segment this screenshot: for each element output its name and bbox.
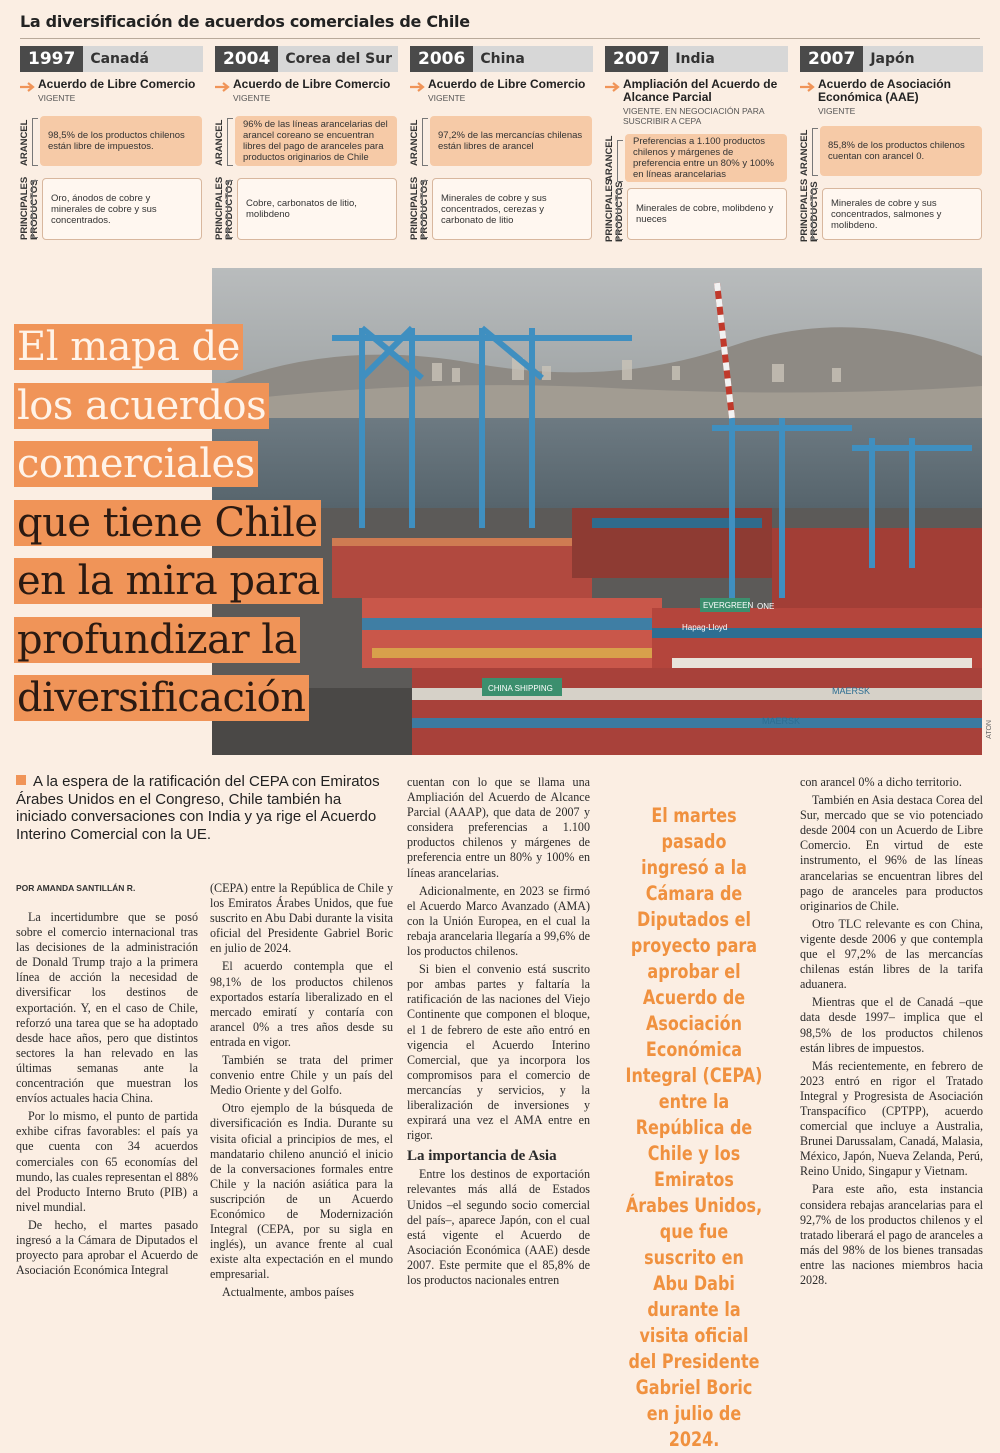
lead-paragraph: A la espera de la ratificación del CEPA con Emiratos Árabes Unidos en el Congreso, Chile también ha iniciado conversaciones con India y ya rige el Acuerdo Interino Comercial con la UE. <box>16 773 380 843</box>
productos-label: PRINCIPALES PRODUCTOS <box>799 178 820 242</box>
paragraph: También se trata del primer convenio entre Chile y un país del Medio Oriente y del Golfo. <box>210 1053 393 1098</box>
year-badge: 2007 <box>605 46 668 72</box>
year-header <box>605 46 788 72</box>
paragraph: Otro TLC relevante es con China, vigente desde 2006 y que contempla que el 97,2% de las mercancías chilenas están libres de la tarifa aduanera. <box>800 916 983 992</box>
paragraph: Más recientemente, en febrero de 2023 entró en rigor el Tratado Integral y Progresista de Asociación Transpacífico (CPTPP), acuerdo comercial que incluye a Australia, Brunei Darussalam, Canadá, Malasia, México, Japón, Nueva Zelanda, Perú, Reino Unido, Singapur y Vietnam. <box>800 1058 983 1179</box>
agreement-status: VIGENTE <box>233 93 271 103</box>
paragraph: Por lo mismo, el punto de partida exhibe cifras favorables: el país ya que cuenta con 34 acuerdos comerciales con 65 economías del mundo, las cuales representan el 88% del Producto Interno Bruto (PIB) a nivel mundial. <box>16 1109 199 1214</box>
productos-box: Minerales de cobre, molibdeno y nueces <box>627 188 787 240</box>
agreements-infographic <box>20 46 986 246</box>
arancel-label: ARANCEL <box>214 119 225 167</box>
bracket <box>812 188 818 240</box>
headline <box>14 318 399 728</box>
bracket <box>227 118 233 166</box>
bracket <box>812 128 818 176</box>
headline-line: en la mira para <box>14 558 323 604</box>
year-header <box>410 46 593 72</box>
arancel-box: Preferencias a 1.100 productos chilenos y márgenes de preferencia entre un 80% y 100% en líneas arancelarias <box>625 134 787 182</box>
country-name: Japón <box>870 51 915 67</box>
productos-label: PRINCIPALES PRODUCTOS <box>604 178 625 242</box>
year-header <box>215 46 398 72</box>
arancel-label: ARANCEL <box>409 119 420 167</box>
agreement-status: VIGENTE <box>818 106 856 116</box>
year-badge: 2006 <box>410 46 473 72</box>
paragraph: Adicionalmente, en 2023 se firmó el Acuerdo Marco Avanzado (AMA) con la Unión Europea, en el cual la rebaja arancelaria llegaría a 99,6% de los productos chilenos. <box>407 883 590 959</box>
bracket <box>617 188 623 240</box>
paragraph: Para este año, esta instancia considera rebajas arancelarias para el 92,7% de los productos chilenos y el tratado liberará el pago de aranceles a más del 98% de los bienes transadas entre las naciones miembros hacia 2028. <box>800 1182 983 1287</box>
paragraph: De hecho, el martes pasado ingresó a la Cámara de Diputados el proyecto para aprobar el Acuerdo de Asociación Económica Integral <box>16 1217 198 1278</box>
paragraph: El acuerdo contempla que el 98,1% de los productos chilenos exportados estaría liberalizado en el mercado emiratí y contaría con arancel 0% a tres años desde su entrada en vigor. <box>210 959 393 1049</box>
arancel-label: ARANCEL <box>19 119 30 167</box>
agreement-card-china <box>410 46 593 246</box>
brand-label: ONE <box>757 602 775 611</box>
square-bullet-icon <box>16 775 26 785</box>
agreement <box>410 78 593 103</box>
productos-label: PRINCIPALES PRODUCTOS <box>214 176 235 240</box>
agreement-card-canada <box>20 46 203 246</box>
headline-line: diversificación <box>14 675 309 721</box>
year-badge: 1997 <box>20 46 83 72</box>
productos-label: PRINCIPALES PRODUCTOS <box>19 176 40 240</box>
bracket <box>32 118 38 166</box>
year-header <box>800 46 983 72</box>
paragraph: La incertidumbre que se posó sobre el comercio internacional tras las decisiones de la administración de Donald Trump trajo a la primera línea de acción la necesidad de diversificar los destinos de exportación. Y, en el caso de Chile, reforzó una tarea que se ha adoptado desde hace años, pero que distintos sectores la han relevado en las últimas semanas ante la concentración que muestran los envíos actuales hacia China. <box>16 910 198 1106</box>
article-column-3 <box>407 775 590 1291</box>
country-name: China <box>480 51 525 67</box>
bracket <box>422 118 428 166</box>
agreement-status: VIGENTE. EN NEGOCIACIÓN PARA SUSCRIBIR A CEPA <box>623 106 765 126</box>
ship-label: CHINA SHIPPING <box>488 684 553 693</box>
agreement-card-japon <box>800 46 983 246</box>
agreement-card-india <box>605 46 788 246</box>
headline-line: profundizar la <box>14 617 300 663</box>
paragraph: Otro ejemplo de la búsqueda de diversificación es India. Durante su visita oficial a principios de mes, el mandatario chileno anunció el inicio de la conversaciones formales entre Chile y la nación asiática para la suscripción de un Acuerdo Económico de Modernización Integral (CEPA, por su sigla en inglés), un avance frente al cual existe alta expectación en el mundo empresarial. <box>210 1101 393 1282</box>
paragraph: También en Asia destaca Corea del Sur, mercado que se vio potenciado desde 2004 con un Acuerdo de Libre Comercio. En virtud de este instrumento, el 96% de las líneas arancelarias se encuentran libres del pago de aranceles para productos originarios de Chile. <box>800 793 983 913</box>
headline-line: El mapa de <box>14 324 243 370</box>
agreement-status: VIGENTE <box>428 93 466 103</box>
arrow-right-icon <box>605 82 621 92</box>
arrow-right-icon <box>410 82 426 92</box>
arrow-right-icon <box>800 82 816 92</box>
brand-label: EVERGREEN <box>703 601 754 610</box>
article-column-5 <box>800 775 983 1291</box>
brand-label: MAERSK <box>762 716 801 726</box>
agreement <box>800 78 983 116</box>
article-column-1 <box>16 910 198 1281</box>
arrow-right-icon <box>215 82 231 92</box>
bracket <box>617 140 623 182</box>
section-title: La diversificación de acuerdos comerciales de Chile <box>20 12 470 31</box>
photo-credit: ATON <box>986 720 993 739</box>
bracket <box>422 180 428 238</box>
arrow-right-icon <box>20 82 36 92</box>
brand-label: MAERSK <box>832 686 871 696</box>
agreement-name: Acuerdo de Libre Comercio <box>428 77 586 91</box>
divider <box>20 38 980 39</box>
agreement-status: VIGENTE <box>38 93 76 103</box>
arancel-label: ARANCEL <box>799 129 810 177</box>
bracket <box>227 180 233 238</box>
agreement-name: Acuerdo de Libre Comercio <box>233 77 391 91</box>
pull-quote: El martes pasado ingresó a la Cámara de Diputados el proyecto para aprobar el Acuerdo de Asociación Económica Integral (CEPA) entre la República de Chile y los Emiratos Árabes Unidos, que fue suscrito en Abu Dabi durante la visita oficial del Presidente Gabriel Boric en julio de 2024. <box>625 804 763 1451</box>
paragraph: Mientras que el de Canadá –que data desde 1997– implica que el 98,5% de los productos chilenos están libres de impuestos. <box>800 995 983 1055</box>
paragraph: Si bien el convenio está suscrito por ambas partes y faltaría la ratificación de las naciones del Viejo Continente que componen el bloque, el 1 de febrero de este año entró en vigencia el Acuerdo Interino Comercial, que ya incorpora los compromisos para el comercio de mercancías y servicios, y la liberalización de inversiones y expirará una vez el AMA entre en rigor. <box>407 962 590 1143</box>
year-badge: 2007 <box>800 46 863 72</box>
arancel-box: 85,8% de los productos chilenos cuentan con arancel 0. <box>820 126 982 176</box>
country-name: Canadá <box>90 51 149 67</box>
arancel-box: 97,2% de las mercancías chilenas están libres de arancel <box>430 116 592 166</box>
agreement-name: Acuerdo de Asociación Económica (AAE) <box>818 77 951 104</box>
paragraph: cuentan con lo que se llama una Ampliación del Acuerdo de Alcance Parcial (AAAP), que data de 2007 y considera preferencias a 1.100 productos chilenos y márgenes de preferencia entre un 80% y 100% en líneas arancelarias. <box>407 775 590 880</box>
agreement <box>20 78 203 103</box>
agreement-name: Acuerdo de Libre Comercio <box>38 77 196 91</box>
paragraph: Actualmente, ambos países <box>222 1285 354 1300</box>
productos-box: Oro, ánodos de cobre y minerales de cobre y sus concentrados. <box>42 178 202 240</box>
headline-line: los acuerdos <box>14 383 269 429</box>
arancel-box: 98,5% de los productos chilenos están libre de impuestos. <box>40 116 202 166</box>
arancel-box: 96% de las líneas arancelarias del arancel coreano se encuentran libres del pago de aranceles para productos originarios de Chile <box>235 116 397 166</box>
agreement <box>605 78 788 126</box>
productos-box: Minerales de cobre y sus concentrados, salmones y molibdeno. <box>822 188 982 240</box>
productos-box: Cobre, carbonatos de litio, molibdeno <box>237 178 397 240</box>
agreement-card-corea <box>215 46 398 246</box>
year-header <box>20 46 203 72</box>
productos-box: Minerales de cobre y sus concentrados, cerezas y carbonato de litio <box>432 178 592 240</box>
agreement-name: Ampliación del Acuerdo de Alcance Parcial <box>623 77 778 104</box>
paragraph: (CEPA) entre la República de Chile y los Emiratos Árabes Unidos, que fue suscrito en Abu Dabi durante la visita oficial del Presidente Gabriel Boric en julio de 2024. <box>210 881 393 956</box>
headline-line: que tiene Chile <box>14 500 321 546</box>
arancel-label: ARANCEL <box>604 135 615 182</box>
country-name: Corea del Sur <box>285 51 393 67</box>
year-badge: 2004 <box>215 46 278 72</box>
article-column-2 <box>210 881 393 1304</box>
byline: POR AMANDA SANTILLÁN R. <box>16 883 136 893</box>
bracket <box>32 180 38 238</box>
brand-label: Hapag-Lloyd <box>682 623 728 632</box>
agreement <box>215 78 398 103</box>
productos-label: PRINCIPALES PRODUCTOS <box>409 176 430 240</box>
paragraph: con arancel 0% a dicho territorio. <box>800 775 962 789</box>
paragraph: Entre los destinos de exportación relevantes más allá de Estados Unidos –el segundo socio comercial del país–, aparece Japón, con el cual está vigente el Acuerdo de Asociación Económica (AAE) desde 2007. Este permite que el 85,8% de los productos nacionales entren <box>407 1167 590 1287</box>
subheading: La importancia de Asia <box>407 1148 557 1165</box>
country-name: India <box>675 51 715 67</box>
headline-line: comerciales <box>14 441 258 487</box>
